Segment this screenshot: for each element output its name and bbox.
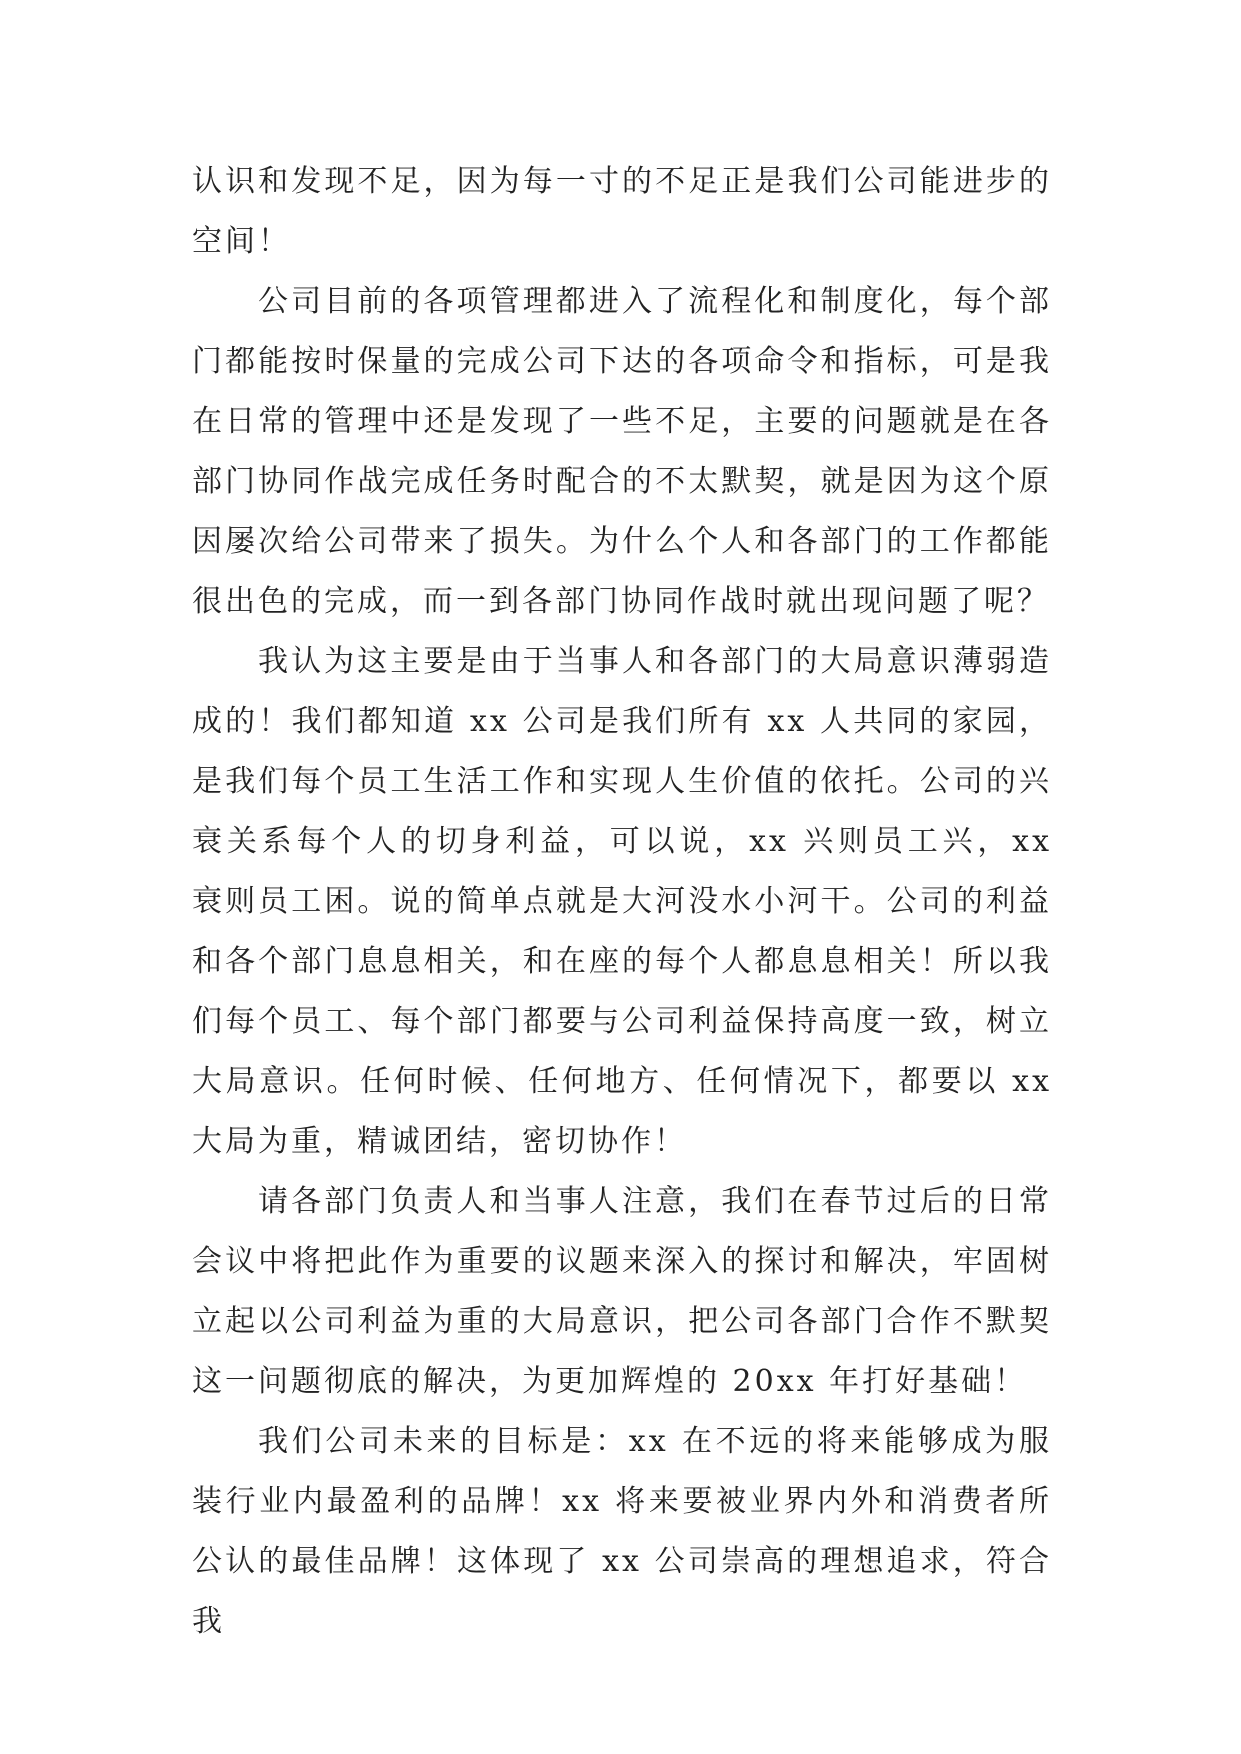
paragraph-2: 公司目前的各项管理都进入了流程化和制度化，每个部门都能按时保量的完成公司下达的各项命令和指标，可是我在日常的管理中还是发现了一些不足，主要的问题就是在各部门协同作战完成任务时配合的不太默契，就是因为这个原因屡次给公司带来了损失。为什么个人和各部门的工作都能很出色的完成，而一到各部门协同作战时就出现问题了呢？ [192,284,1052,619]
paragraph-3: 我认为这主要是由于当事人和各部门的大局意识薄弱造成的！我们都知道 xx 公司是我们所有 xx 人共同的家园，是我们每个员工生活工作和实现人生价值的依托。公司的兴衰关系每个人的切身利益，可以说，xx 兴则员工兴，xx 衰则员工困。说的简单点就是大河没水小河干。公司的利益和各个部门息息相关，和在座的每个人都息息相关！所以我们每个员工、每个部门都要与公司利益保持高度一致，树立大局意识。任何时候、任何地方、任何情况下，都要以 xx 大局为重，精诚团结，密切协作！ [192,644,1052,1159]
paragraph-4: 请各部门负责人和当事人注意，我们在春节过后的日常会议中将把此作为重要的议题来深入的探讨和解决，牢固树立起以公司利益为重的大局意识，把公司各部门合作不默契这一问题彻底的解决，为更加辉煌的 20xx 年打好基础！ [192,1184,1052,1399]
paragraph-5: 我们公司未来的目标是：xx 在不远的将来能够成为服装行业内最盈利的品牌！xx 将来要被业界内外和消费者所公认的最佳品牌！这体现了 xx 公司崇高的理想追求，符合我 [192,1424,1052,1639]
document-body [192,152,1052,1652]
paragraph-1: 认识和发现不足，因为每一寸的不足正是我们公司能进步的空间！ [192,164,1052,259]
